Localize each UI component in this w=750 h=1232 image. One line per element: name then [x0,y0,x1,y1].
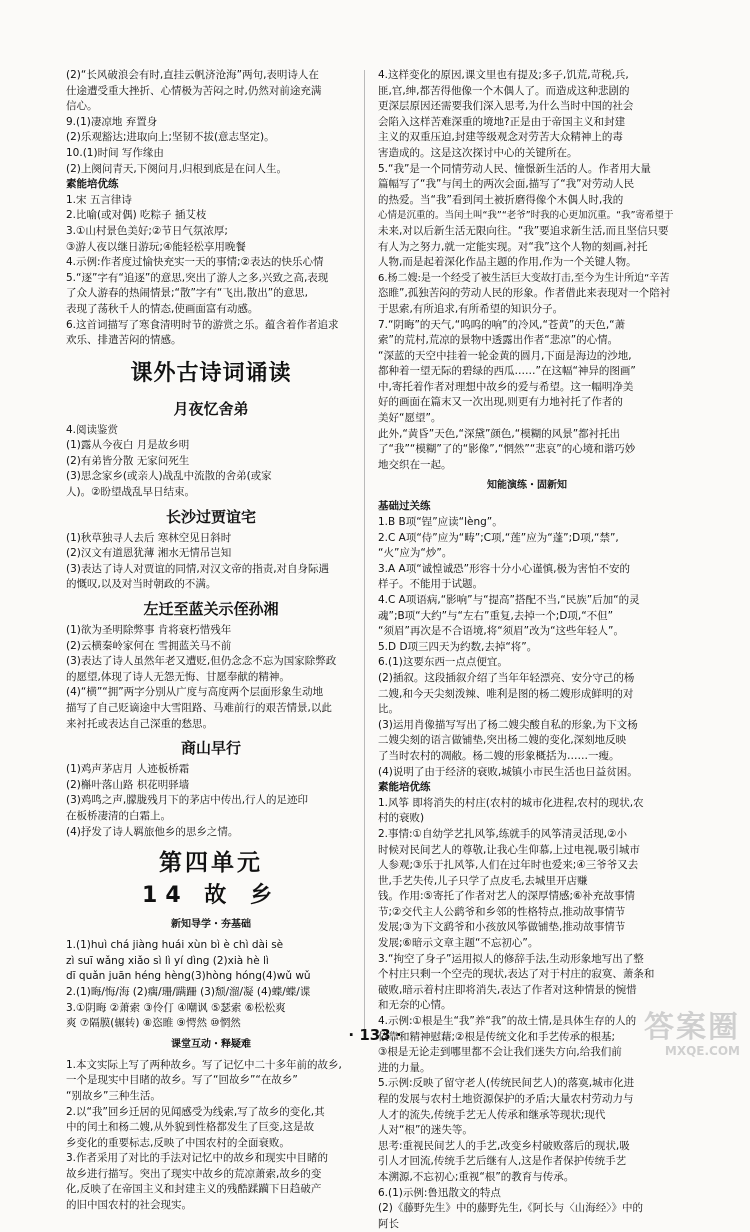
poem-4-answers [66,762,356,840]
page-number: · 133 · [348,1026,402,1044]
answer-line: (3)鸡鸣之声,朦胧残月下的茅店中传出,行人的足迹印 [66,794,309,807]
banner-zhineng: 知能演练・固新知 [487,480,567,492]
right-intro [378,68,676,473]
poem-1-answers [66,423,356,501]
answer-line: “别故乡”三种生活。 [66,1089,161,1102]
answer-line: 此外,“黄昏”天色,“深黛”颜色,“模糊的风景”都衬托出 [378,427,621,440]
answer-line: (1)鸡声茅店月 人迹板桥霜 [66,763,190,776]
answer-line: 2.事情:①自幼学艺扎风筝,练就手的风筝清灵活现,②小 [378,827,628,840]
answer-line: 1.风筝 即将消失的村庄(农村的城市化进程,农村的现状,农 [378,796,644,809]
answer-line: dī quǎn juān héng hèng(3)hòng hóng(4)wǔ wǔ [66,970,311,983]
answer-line: 一个是现实中目睹的故乡。写了“回故乡”“在故乡” [66,1074,298,1087]
banner-ketang: 课堂互动・释疑难 [171,1038,251,1050]
answer-line: 人才的流失,传统手艺无人传承和继承等现状;现代 [378,1108,606,1121]
answer-line: 9.(1)凄凉地 弃置身 [66,115,158,128]
answer-line: 2.C A项“侍”应为“畴”;C项,“莲”应为“蓬”;D项,“禁”, [378,531,619,544]
answer-line: 人)。②盼望战乱早日结束。 [66,486,196,499]
answer-line: 4.示例:①根是生“我”养“我”的故土情,是具体生存的人的 [378,1015,637,1028]
answer-line: ③游人夜以继日游玩;④能轻松享用晚餐 [66,240,246,253]
section-title-suneng: 素能培优练 [66,178,119,191]
answer-line: 的热爱。当“我”看到闰土被折磨得像个木偶人时,我的 [378,193,624,206]
answer-line: 描写了自己贬谪途中大雪阻路、马难前行的艰苦情景,以此 [66,702,332,714]
answer-line: (1)欲为圣明除弊事 肯将衰朽惜残年 [66,624,232,637]
left-sec1 [66,193,356,349]
answer-line: 美好“愿望”。 [378,412,442,425]
answer-line: 3.A A项“诚惶诚恐”形容十分小心谨慎,极为害怕不安的 [378,562,630,575]
answer-line: 2.比喻(或对偶) 吃粽子 插艾枝 [66,209,207,222]
answer-line: 篇幅写了“我”与闰土的两次会面,描写了“我”对劳动人民 [378,178,635,191]
jichu-answers [378,515,676,780]
answer-line: 2.以“我”回乡迁居的见闻感受为线索,写了故乡的变化,其 [66,1105,325,1118]
answer-line: 4.这样变化的原因,课文里也有提及;多子,饥荒,苛税,兵, [378,69,629,81]
answer-line: (4)“横”“拥”两字分别从广度与高度两个层面形象生动地 [66,686,324,699]
answer-line: 恣睢”,孤独苦闷的劳动人民的形象。作者借此来表现对一个陪衬 [378,287,671,300]
answer-line: 来衬托或表达自己深重的愁思。 [66,717,213,730]
answer-line: 发展;⑥暗示文章主题“不忘初心”。 [378,937,539,950]
main-title: 课外古诗词诵读 [130,360,292,386]
answer-line: 的慨叹,以及对当时朝政的不满。 [66,578,217,591]
answer-line: 钱。作用:⑤寄托了作者对艺人的深厚情感;⑥补充故事情 [378,890,635,903]
answer-line: (4)抒发了诗人羁旅他乡的思乡之情。 [66,825,239,838]
answer-line: 引人才回流,传统手艺后继有人,这是作者保护传统手艺 [378,1155,627,1168]
answer-line: 思考:重视民间艺人的手艺,改变乡村破败落后的现状,吸 [378,1139,630,1152]
pinyin-answers [66,938,356,1032]
watermark-url: MXQE.COM [664,1044,740,1058]
answer-line: 5.示例:反映了留守老人(传统民间艺人)的落寞,城市化进 [378,1077,635,1090]
answer-line: 了众人游春的热闹情景;“散”字有“飞出,散出”的意思, [66,287,308,300]
answer-line: 比。 [378,703,399,716]
banner-xinzhi: 新知导学・夯基础 [171,919,251,931]
answer-line: 5.“逐”字有“追逐”的意思,突出了游人之多,兴致之高,表现 [66,271,329,284]
answer-line: 时候对民间艺人的尊敬,让我心生仰慕,上过电视,吸引城市 [378,843,641,856]
answer-line: 1.本文实际上写了两种故乡。写了记忆中二十多年前的故乡, [66,1058,342,1071]
poem-title-4: 商山早行 [180,739,241,758]
answer-line: 4.C A项语病,“影响”与“提高”搭配不当,“民族”后加“的灵 [378,594,640,606]
answer-line: 主义的双重压迫,封建等级观念对劳苦大众精神上的毒 [378,131,623,144]
answer-line: 地交织在一起。 [378,458,452,471]
answer-line: 二嫂,和今天尖刻泼辣、唯利是图的杨二嫂形成鲜明的对 [378,687,634,700]
answer-line: 样子。不能用于试题。 [378,578,483,591]
answer-line: 会陷入这样苦难深重的境地?正是由于帝国主义和封建 [378,115,626,128]
answer-line: 10.(1)时间 写作缘由 [66,146,164,159]
answer-line: 故乡进行描写。突出了现实中故乡的荒凉萧索,故乡的变 [66,1167,322,1180]
section-title-suneng-2: 素能培优练 [378,781,431,794]
answer-line: 6.(1)示例:鲁迅散文的特点 [378,1186,501,1199]
answer-line: 1.(1)huì chá jiàng huái xùn bì è chì dài sè [66,939,284,952]
answer-line: 二嫂尖刻的语言做铺垫,突出杨二嫂的变化,深刻地反映 [378,734,627,747]
answer-line: 表现了荡秋千人的情态,使画面富有动感。 [66,302,259,315]
watermark-text: 答案圈 [644,1010,740,1045]
answer-line: zì suī wǎng xiǎo sì lì yí dìng (2)xià hè lì [66,954,269,967]
answer-line: 村的衰败) [378,812,425,825]
answer-line: (2)槲叶落山路 枳花明驿墙 [66,778,190,791]
answer-line: 人物,而是起着深化作品主题的作用,作为一个关键人物。 [378,256,637,269]
answer-line: (3)表达了诗人对贾谊的同情,对汉文帝的指责,对自身际遇 [66,562,330,575]
answer-line: 仕途遭受重大挫折、心情极为苦闷之时,仍然对前途充满 [66,84,322,97]
answer-line: 的旧中国农村的社会现实。 [66,1199,192,1212]
answer-line: (2)乐观豁达;进取向上;坚韧不拔(意志坚定)。 [66,131,275,144]
answer-line: (2)云横秦岭家何在 雪拥蓝关马不前 [66,639,232,652]
answer-line: (2)《藤野先生》中的藤野先生,《阿长与〈山海经〉》中的 [378,1202,643,1215]
poem-title-3: 左迁至蓝关示侄孙湘 [143,600,279,619]
answer-line: 信心。 [66,100,98,113]
answer-line: 发展;③为下文鹞爷和小孩放风筝做铺垫,推动故事情节 [378,921,626,934]
answer-line: 未来,对以后新生活无限向往。“我”要追求新生活,而且坚信只要 [378,224,669,237]
answer-line: (3)思念家乡(或亲人)战乱中流散的舍弟(或家 [66,470,272,483]
poem-title-2: 长沙过贾谊宅 [165,507,256,526]
answer-line: 3.①山村景色美好;②节日气氛浓厚; [66,224,228,237]
answer-line: 更深层原因还需要我们深入思考,为什么当时中国的社会 [378,100,634,113]
answer-line: “须眉”再次是不合语境,将“须眉”改为“这些年轻人”。 [378,625,624,638]
answer-line: 3.①阴晦 ②萧索 ③伶仃 ④嘲讽 ⑤瑟索 ⑥松松爽 [66,1001,286,1014]
answer-line: (2)插叙。这段插叙介绍了当年年轻漂亮、安分守己的杨 [378,671,635,684]
answer-line: 6.这首词描写了寒食清明时节的游赏之乐。蕴含着作者追求 [66,318,339,331]
answer-line: 4.示例:作者度过愉快充实一天的事情;②表达的快乐心情 [66,256,324,269]
answer-line: 1.宋 五言律诗 [66,193,132,206]
answer-line: 5.“我”是一个同情劳动人民、憧憬新生活的人。作者用大量 [378,162,651,175]
answer-line: 在板桥凄清的白霜上。 [66,809,171,822]
answer-line: 阿长 [378,1217,399,1230]
poem-3-answers [66,623,356,732]
answer-line: 节;②交代主人公鹞爷和乡邻的性格特点,推动故事情节 [378,905,626,918]
answer-line: 中的闰土和杨二嫂,从外貌到性格都发生了巨变,这是故 [66,1121,315,1134]
lesson-title: 14 故 乡 [142,883,280,909]
answer-line: (2)有弟皆分散 无家问死生 [66,454,190,467]
answer-line: 6.杨二嫂:是一个经受了被生活巨大变故打击,至今为生计所迫“辛苦 [378,272,670,284]
unit-title: 第四单元 [159,850,263,877]
answer-line: (4)说明了由于经济的衰败,城镇小市民生活也日益贫困。 [378,765,638,778]
answer-line: 3.“拘空了身子”运用拟人的修辞手法,生动形象地写出了整 [378,952,644,965]
answer-line: 好的画面在篇末又一次出现,则更有力地衬托了作者的 [378,396,623,409]
answer-line: 爽 ⑦隔膜(辗转) ⑧恣睢 ⑨愕然 ⑩惘然 [66,1017,241,1030]
answer-line: 人对“根”的迷失等。 [378,1124,473,1137]
answer-line: 心情是沉重的。当闰土叫“我”“老爷”时我的心更加沉重。“我”寄希望于 [378,210,674,222]
answer-line: 1.B B项“锃”应读“lèng”。 [378,516,503,529]
answer-line: (2)汉文有道恩犹薄 湘水无情吊岂知 [66,547,232,560]
answer-line: 乡变化的重要标志,反映了中国农村的全面衰败。 [66,1136,290,1149]
answer-line: 匪,官,绅,都苦得他像一个木偶人了。而造成这种悲剧的 [378,84,630,97]
answer-line: 化,反映了在帝国主义和封建主义的残酷蹂躏下日趋破产 [66,1183,322,1196]
answer-line: “深蓝的天空中挂着一轮金黄的圆月,下面是海边的沙地, [378,349,632,362]
answer-line: (2)上阕问青天,下阕问月,归根到底是在问人生。 [66,162,288,175]
answer-line: 5.D D项三四天为约数,去掉“将”。 [378,640,538,653]
answer-line: 进的力量。 [378,1061,431,1074]
poem-title-1: 月夜忆舍弟 [173,399,249,418]
answer-line: 3.作者采用了对比的手法对记忆中的故乡和现实中目睹的 [66,1152,329,1165]
answer-line: 欢乐、排遣苦闷的情感。 [66,334,182,347]
answer-line: 个村庄只剩一个空壳的现状,表达了对于村庄的寂寞、萧条和 [378,968,655,981]
answer-line: 4.阅读鉴赏 [66,423,119,436]
answer-line: 程的发展与农村土地资源保护的矛盾;大量农村劳动力与 [378,1093,634,1105]
answer-line: 了当时农村的凋敝。杨二嫂的形象概括为……一瘦。 [378,749,620,762]
left-intro [66,68,356,177]
answer-line: 2.(1)晦/悔/海 (2)瘸/珊/蹒跚 (3)颓/溜/凝 (4)蝶/蝶/谍 [66,985,311,998]
answer-line: (1)露从今夜白 月是故乡明 [66,439,190,452]
answer-line: 有人为之努力,就一定能实现。对“我”这个人物的刻画,衬托 [378,240,648,253]
answer-line: ③根是无论走到哪里都不会让我们迷失方向,给我们前 [378,1046,622,1059]
answer-line: 魂”;B项“大约”与“左右”重复,去掉一个;D项,“不但” [378,609,614,622]
answer-line: 破败,暗示着村庄即将消失,表达了作者对这种情景的惋惜 [378,983,637,996]
answer-line: 害造成的。这是这次探讨中心的关键所在。 [378,146,578,159]
watermark-logo [590,1012,740,1062]
answer-line: 中,寄托着作者对理想中故乡的爱与希望。这一幅明净美 [378,380,634,393]
ketang-answers [66,1058,356,1214]
answer-line: 7.“阴晦”的天气,“呜呜的响”的冷风,“苍黄”的天色,“萧 [378,318,626,331]
answer-line: “火”应为“炒”。 [378,547,453,560]
answer-line: 世,手艺失传,儿子只学了点皮毛,去城里开店赚 [378,874,588,887]
answer-line: (3)运用肖像描写写出了杨二嫂尖酸自私的形象,为下文杨 [378,718,638,731]
answer-line: 了“我”“模糊”了的“影像”,“惘然”“悲哀”的心境和谐巧妙 [378,443,636,456]
answer-line: 6.(1)这要东西一点点便宜。 [378,656,508,669]
answer-line: 和无奈的心情。 [378,999,452,1012]
answer-line: 人参观;③乐于扎风筝,人们在过年时也爱来;④三爷爷又去 [378,859,639,872]
answer-line: 的愿望,体现了诗人无怨无悔、甘愿奉献的精神。 [66,670,290,683]
answer-line: 于思索,有所追求,有所希望的知识分子。 [378,302,564,315]
answer-line: 索”的荒村,荒凉的景物中透露出作者“悲凉”的心情。 [378,334,619,347]
answer-line: 本溯源,不忘初心;重视“根”的教育与传承。 [378,1170,575,1183]
answer-line: (1)秋草独寻人去后 寒林空见日斜时 [66,531,232,544]
poem-2-answers [66,531,356,593]
answer-line: (3)表达了诗人虽然年老又遭贬,但仍念念不忘为国家除弊政 [66,655,337,668]
answer-line: 都种着一望无际的碧绿的西瓜……”在这幅“神异的图画” [378,365,636,378]
section-title-jichu: 基础过关练 [378,500,431,513]
answer-line: (2)“长风破浪会有时,直挂云帆济沧海”两句,表明诗人在 [66,69,319,81]
column-divider [364,70,365,1030]
answer-line: 依靠和精神慰藉;②根是传统文化和手艺传承的根基; [378,1030,615,1043]
